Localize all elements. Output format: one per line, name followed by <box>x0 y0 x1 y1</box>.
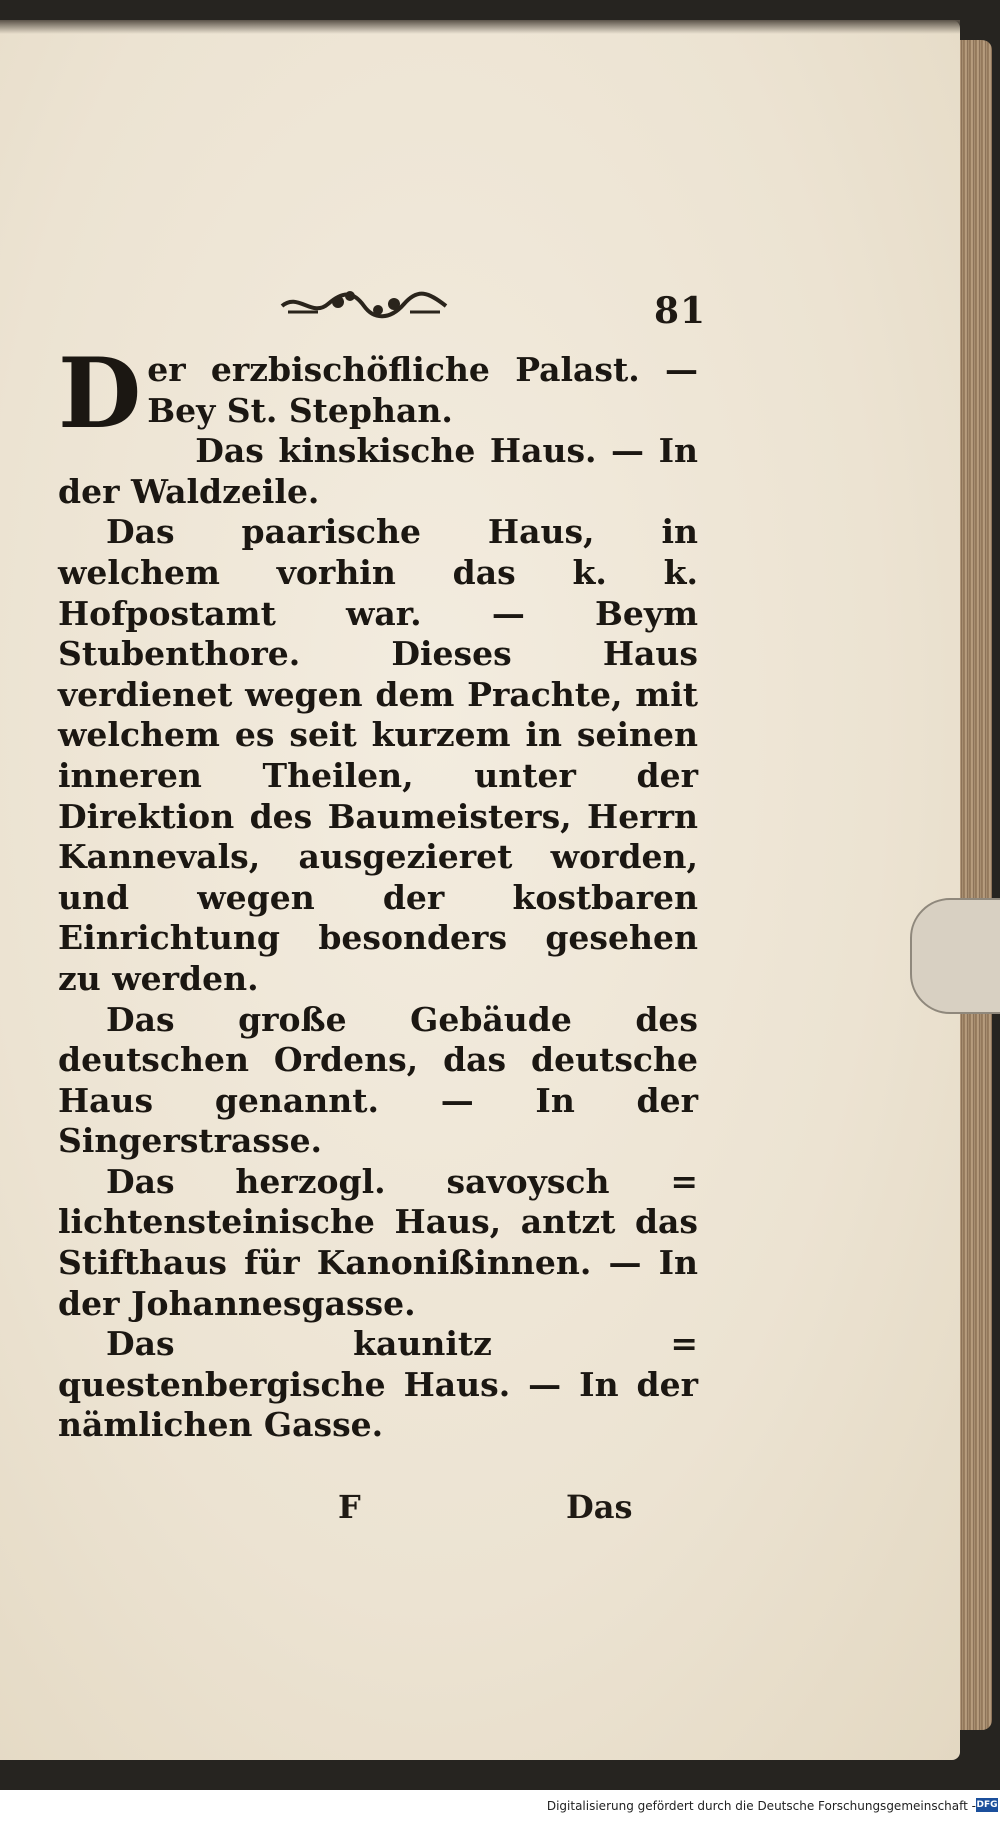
bookmark-tab <box>910 898 1000 1014</box>
entry-3 <box>58 512 698 999</box>
entry-1 <box>58 337 698 450</box>
entry-6 <box>58 1324 698 1446</box>
entry-text: Das kaunitz = questenbergische Haus. — In der nämlichen Gasse. <box>58 1324 698 1445</box>
entry-4 <box>58 1000 698 1162</box>
catchword: Das <box>566 1488 633 1526</box>
entry-text: Das kinskische Haus. — In der Waldzeile. <box>58 431 698 511</box>
entry-2 <box>58 431 698 512</box>
dfg-logo: DFG <box>976 1800 998 1810</box>
footer-credit: Digitalisierung gefördert durch die Deutsche Forschungsgemeinschaft - <box>546 1799 976 1813</box>
page-body <box>58 337 698 1446</box>
entry-text: Das große Gebäude des deutschen Ordens, das deutsche Haus genannt. — In der Singerstrasse. <box>58 999 698 1161</box>
drop-initial: D <box>58 337 142 450</box>
ornament-icon <box>278 282 450 328</box>
entry-text: Das paarische Haus, in welchem vorhin das k. k. Hofpostamt war. — Beym Stubenthore. Dieses Haus verdienet wegen dem Prachte, mit welchem es seit kurzem in seinen inneren Theilen, unter der Direktion des Baumeisters, Herrn Kannevals, ausgezieret worden, und wegen der kostbaren Einrichtung besonders gesehen zu werden. <box>58 512 698 998</box>
digitization-footer <box>0 1790 1000 1821</box>
entry-5 <box>58 1162 698 1324</box>
entry-text: er erzbischöfliche Palast. — Bey St. Stephan. <box>147 350 698 430</box>
entry-text: Das herzogl. savoysch = lichtensteinische Haus, antzt das Stifthaus für Kanonißinnen. — In der Johannesgasse. <box>58 1161 698 1323</box>
page-number: 81 <box>654 290 707 332</box>
page-top-shadow <box>0 20 960 34</box>
signature-mark: F <box>338 1488 361 1526</box>
